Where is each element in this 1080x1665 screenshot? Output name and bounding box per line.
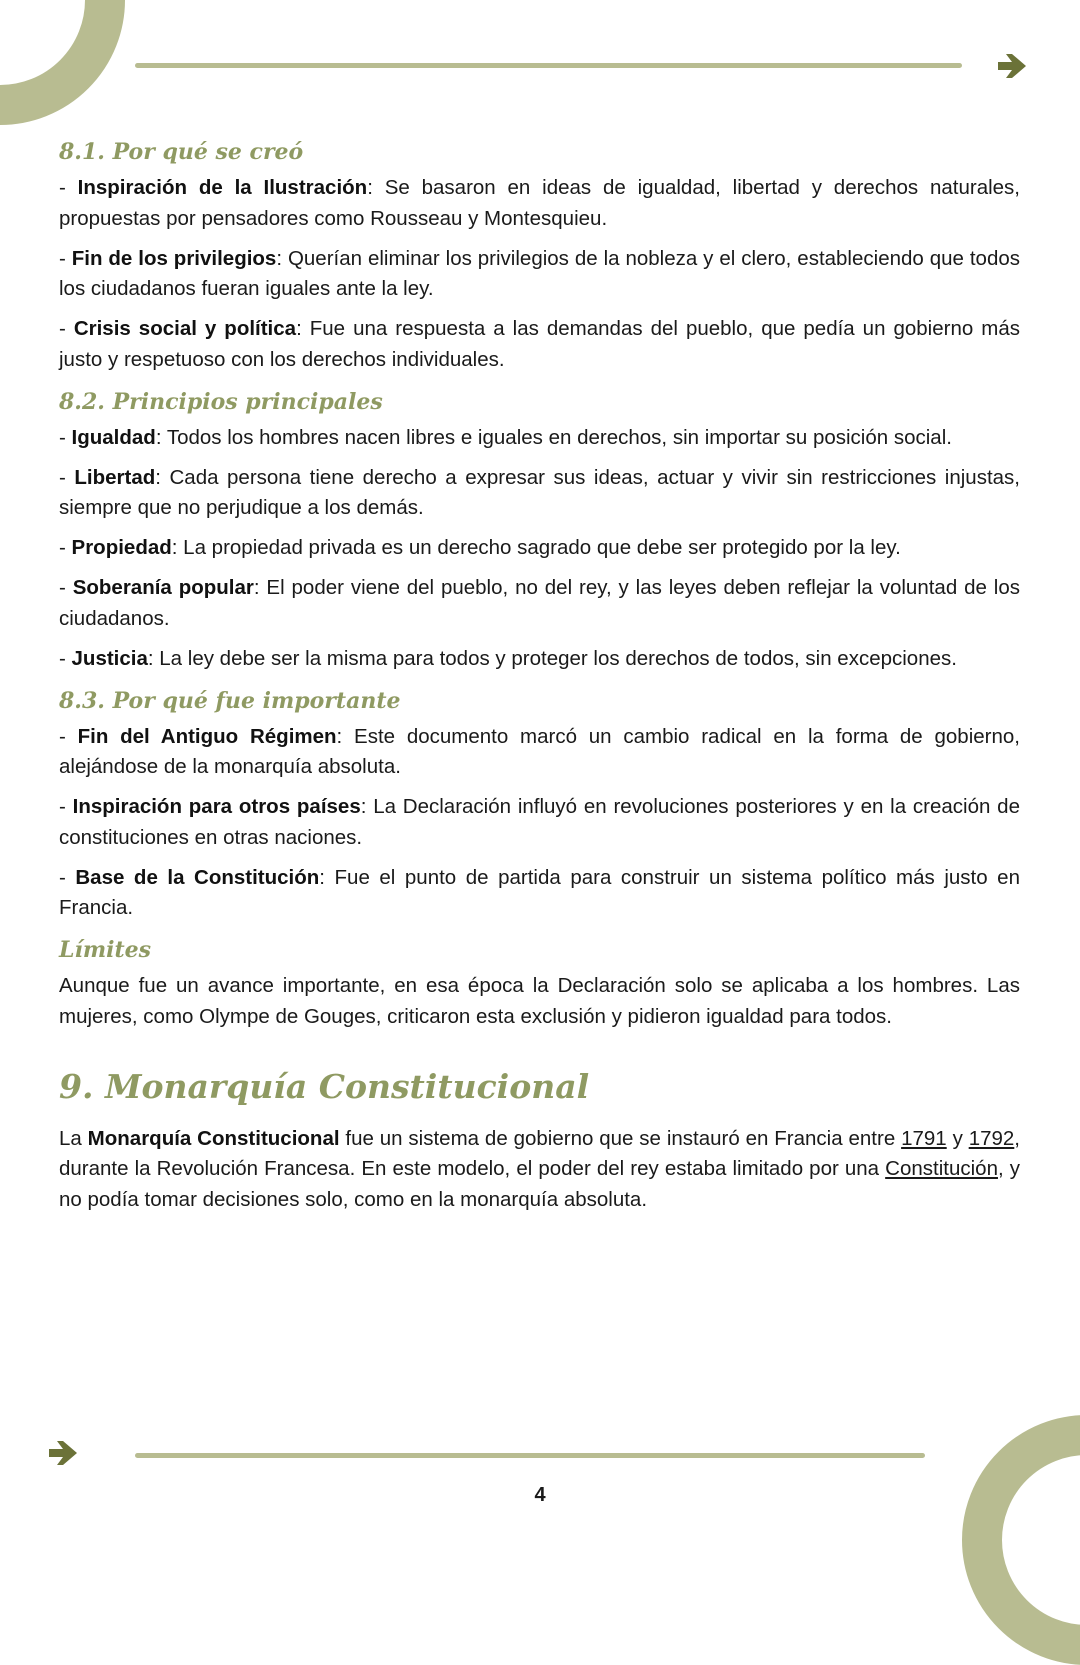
list-item: - Propiedad: La propiedad privada es un derecho sagrado que debe ser protegido por la ley. bbox=[59, 536, 901, 559]
section-heading-9: 9. Monarquía Constitucional bbox=[59, 1066, 590, 1106]
corner-decoration-top-left bbox=[0, 0, 125, 125]
text-fragment: y bbox=[946, 1126, 969, 1150]
list-item: - Fin del Antiguo Régimen: Este documento marcó un cambio radical en la forma de gobierno, alejándose de la monarquía absoluta. bbox=[59, 724, 1020, 778]
text-fragment: La bbox=[59, 1126, 88, 1150]
text-fragment: , durante la Revolución Francesa. En este modelo, el poder del rey estaba limitado por una bbox=[59, 1126, 1020, 1180]
item-text: : El poder viene del pueblo, no del rey, y las leyes deben reflejar la voluntad de los ciudadanos. bbox=[59, 576, 1020, 630]
item-text: : Fue una respuesta a las demandas del pueblo, que pedía un gobierno más justo y respetuoso con los derechos individuales. bbox=[59, 317, 1020, 371]
item-text: : La ley debe ser la misma para todos y proteger los derechos de todos, sin excepciones. bbox=[147, 646, 957, 670]
item-term: Crisis social y política bbox=[73, 317, 297, 340]
item-term: Propiedad bbox=[71, 536, 172, 559]
footer-rule bbox=[135, 1453, 925, 1458]
item-text: : Fue el punto de partida para construir un sistema político más justo en Francia. bbox=[59, 865, 1020, 919]
arrow-right-icon bbox=[995, 49, 1029, 83]
item-text: : Cada persona tiene derecho a expresar sus ideas, actuar y vivir sin restricciones injustas, siempre que no perjudique a los demás. bbox=[59, 465, 1020, 519]
item-text: : La Declaración influyó en revoluciones posteriores y en la creación de constituciones en otras naciones. bbox=[59, 795, 1020, 849]
list-item: - Crisis social y política: Fue una respuesta a las demandas del pueblo, que pedía un gobierno más justo y respetuoso con los derechos individuales. bbox=[59, 317, 1020, 371]
item-text: : Se basaron en ideas de igualdad, libertad y derechos naturales, propuestas por pensadores como Rousseau y Montesquieu. bbox=[59, 176, 1020, 230]
limites-paragraph: Aunque fue un avance importante, en esa época la Declaración solo se aplicaba a los hombres. Las mujeres, como Olympe de Gouges, criticaron esta exclusión y pidieron igualdad para todos. bbox=[59, 974, 1020, 1028]
year-1792: 1792 bbox=[968, 1126, 1015, 1150]
item-term: Fin de los privilegios bbox=[71, 246, 277, 270]
item-text: : Querían eliminar los privilegios de la nobleza y el clero, estableciendo que todos los ciudadanos fueran iguales ante la ley. bbox=[59, 246, 1020, 300]
list-item: - Inspiración de la Ilustración: Se basaron en ideas de igualdad, libertad y derechos naturales, propuestas por pensadores como Rousseau y Montesquieu. bbox=[59, 176, 1020, 230]
text-fragment: , y no podía tomar decisiones solo, como en la monarquía absoluta. bbox=[59, 1157, 1020, 1211]
list-item: - Justicia: La ley debe ser la misma para todos y proteger los derechos de todos, sin excepciones. bbox=[59, 646, 957, 670]
item-term: Monarquía Constitucional bbox=[87, 1126, 340, 1150]
monarquia-paragraph bbox=[59, 1124, 1020, 1216]
list-item: - Base de la Constitución: Fue el punto de partida para construir un sistema político más justo en Francia. bbox=[59, 865, 1020, 919]
page-content bbox=[59, 135, 1020, 1225]
page-number: 4 bbox=[534, 1484, 546, 1506]
list-item: - Fin de los privilegios: Querían eliminar los privilegios de la nobleza y el clero, estableciendo que todos los ciudadanos fueran iguales ante la ley. bbox=[59, 246, 1020, 300]
text-fragment: fue un sistema de gobierno que se instauró en Francia entre bbox=[339, 1126, 902, 1150]
section-heading-8-1: 8.1. Por qué se creó bbox=[59, 139, 304, 165]
header-rule bbox=[135, 63, 962, 68]
list-item: - Igualdad: Todos los hombres nacen libres e iguales en derechos, sin importar su posición social. bbox=[59, 425, 952, 449]
corner-decoration-bottom-right bbox=[962, 1415, 1080, 1665]
item-term: Inspiración de la Ilustración bbox=[77, 176, 368, 199]
year-1791: 1791 bbox=[901, 1126, 947, 1150]
section-heading-8-3: 8.3. Por qué fue importante bbox=[59, 687, 401, 714]
list-item: - Soberanía popular: El poder viene del pueblo, no del rey, y las leyes deben reflejar la voluntad de los ciudadanos. bbox=[59, 576, 1020, 630]
constitucion-term: Constitución bbox=[885, 1157, 998, 1180]
item-term: Soberanía popular bbox=[72, 576, 254, 599]
section-heading-limites: Límites bbox=[59, 937, 152, 963]
list-item: - Inspiración para otros países: La Declaración influyó en revoluciones posteriores y en la creación de constituciones en otras naciones. bbox=[59, 795, 1020, 849]
item-text: : La propiedad privada es un derecho sagrado que debe ser protegido por la ley. bbox=[171, 536, 901, 559]
item-text: : Este documento marcó un cambio radical en la forma de gobierno, alejándose de la monarquía absoluta. bbox=[59, 724, 1020, 778]
item-text: : Todos los hombres nacen libres e iguales en derechos, sin importar su posición social. bbox=[155, 425, 952, 449]
item-term: Libertad bbox=[74, 465, 156, 489]
item-term: Justicia bbox=[71, 646, 148, 670]
section-heading-8-2: 8.2. Principios principales bbox=[59, 388, 383, 415]
list-item: - Libertad: Cada persona tiene derecho a expresar sus ideas, actuar y vivir sin restricciones injustas, siempre que no perjudique a los demás. bbox=[59, 465, 1020, 519]
item-term: Igualdad bbox=[71, 425, 156, 449]
item-term: Fin del Antiguo Régimen bbox=[77, 724, 337, 748]
item-term: Inspiración para otros países bbox=[72, 795, 361, 818]
item-term: Base de la Constitución bbox=[75, 865, 320, 889]
arrow-right-icon bbox=[46, 1436, 80, 1470]
